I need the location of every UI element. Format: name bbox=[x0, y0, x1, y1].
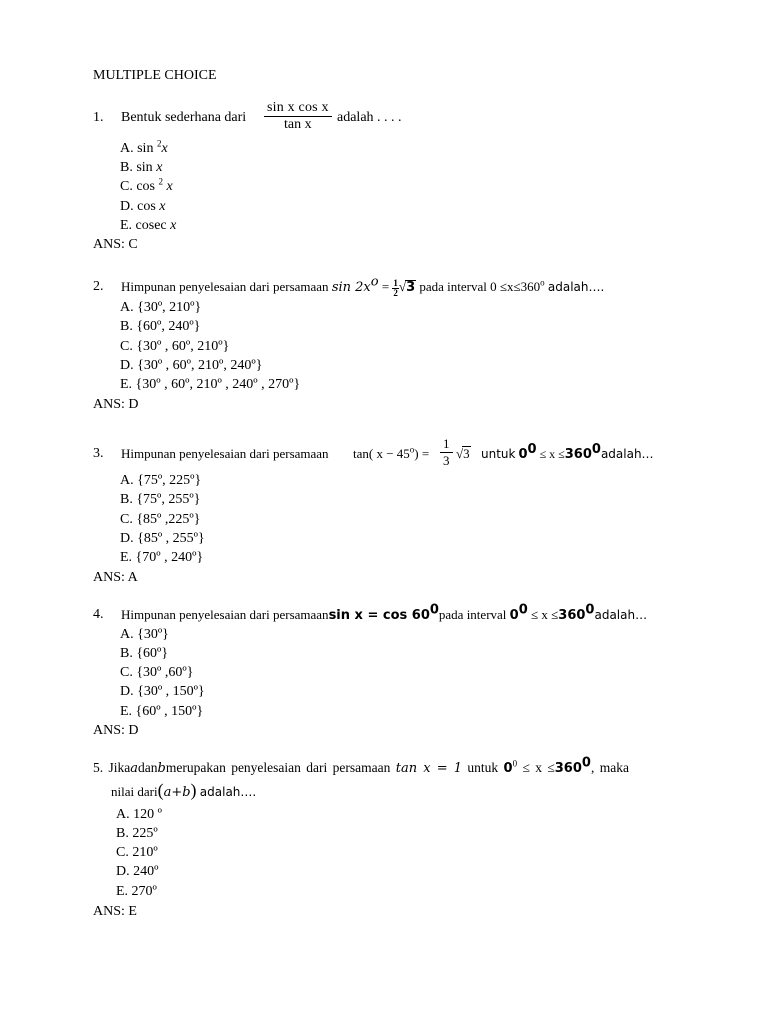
degree: o bbox=[370, 274, 379, 290]
expression: a+b bbox=[163, 785, 191, 800]
question-5-number: 5. bbox=[93, 760, 104, 775]
interval-range bbox=[500, 279, 545, 294]
range-start: 0 bbox=[509, 608, 519, 623]
paren-close: ) bbox=[190, 780, 197, 800]
option-c: C. {30º ,60º} bbox=[120, 665, 194, 680]
section-heading: MULTIPLE CHOICE bbox=[93, 68, 217, 83]
equation-right: ) = bbox=[414, 446, 430, 461]
option-d: D. 240º bbox=[116, 864, 159, 879]
question-1-suffix: adalah . . . . bbox=[337, 110, 402, 125]
degree: 0 bbox=[518, 602, 528, 618]
variable: x bbox=[156, 160, 163, 175]
question-4-number: 4. bbox=[93, 607, 104, 622]
degree: o bbox=[540, 277, 545, 288]
until-text: untuk bbox=[481, 447, 516, 461]
interval-text: pada interval 0 bbox=[419, 279, 497, 294]
paren-open: ( bbox=[157, 780, 164, 800]
sqrt-sign: √ bbox=[398, 279, 407, 294]
degree: 0 bbox=[429, 602, 439, 618]
option-label: C. cos bbox=[120, 179, 155, 194]
option-e: E. {30º , 60º, 210º , 240º , 270º} bbox=[120, 377, 301, 392]
option-label: A. sin bbox=[120, 141, 154, 156]
text: untuk bbox=[467, 760, 499, 775]
variable: x bbox=[170, 218, 177, 233]
question-5-line-1 bbox=[93, 755, 629, 778]
text: merupakan penyelesaian dari persamaan bbox=[165, 760, 391, 775]
fraction bbox=[264, 100, 332, 133]
variable: x bbox=[166, 179, 173, 194]
question-3-number: 3. bbox=[93, 446, 104, 461]
option-b: B. {75º, 255º} bbox=[120, 492, 201, 507]
option-d: D. {30º , 150º} bbox=[120, 684, 205, 699]
range-start: 0 bbox=[518, 447, 528, 462]
sqrt-sign: √ bbox=[456, 446, 464, 461]
question-4-text bbox=[121, 602, 648, 625]
fraction-denominator: 3 bbox=[443, 453, 450, 468]
sqrt-value: 3 bbox=[406, 280, 416, 295]
degree: o bbox=[409, 444, 415, 455]
question-1-number: 1. bbox=[93, 110, 104, 125]
option-d: D. {85º , 255º} bbox=[120, 531, 205, 546]
degree: 0 bbox=[585, 602, 595, 618]
question-4-suffix: adalah… bbox=[594, 608, 648, 622]
variable-b: b bbox=[157, 761, 166, 776]
question-5-line-2 bbox=[111, 781, 256, 802]
interval-text: pada interval bbox=[438, 607, 507, 622]
question-2-prompt: Himpunan penyelesaian dari persamaan bbox=[121, 279, 329, 294]
option-e: E. {70º , 240º} bbox=[120, 550, 204, 565]
range-end: 360 bbox=[564, 447, 592, 462]
option-d bbox=[120, 198, 166, 216]
option-e bbox=[120, 217, 176, 235]
question-2-text bbox=[121, 274, 605, 298]
question-2-number: 2. bbox=[93, 279, 104, 294]
answer-5: ANS: E bbox=[93, 904, 137, 919]
option-c: C. 210º bbox=[116, 845, 158, 860]
text: dan bbox=[138, 760, 158, 775]
option-label: E. cosec bbox=[120, 218, 167, 233]
answer-2: ANS: D bbox=[93, 397, 139, 412]
equation-sin: sin 2x bbox=[331, 280, 371, 295]
option-b: B. 225º bbox=[116, 826, 158, 841]
question-3-equation bbox=[353, 445, 429, 463]
option-e: E. 270º bbox=[116, 884, 157, 899]
question-3-fraction bbox=[440, 436, 453, 469]
question-3-range bbox=[481, 442, 654, 464]
equation: sin x = cos 60 bbox=[328, 608, 430, 623]
equals-sign: = bbox=[381, 279, 390, 294]
sqrt-value: 3 bbox=[463, 446, 470, 461]
answer-4: ANS: D bbox=[93, 723, 139, 738]
degree: 0 bbox=[591, 442, 601, 457]
option-a: A. {30º, 210º} bbox=[120, 300, 202, 315]
variable-a: a bbox=[130, 761, 139, 776]
answer-1: ANS: C bbox=[93, 237, 138, 252]
question-3-suffix: adalah… bbox=[600, 447, 654, 461]
fraction-numerator: 1 bbox=[440, 436, 453, 453]
option-a bbox=[120, 140, 168, 158]
question-3-prompt: Himpunan penyelesaian dari persamaan bbox=[121, 446, 329, 461]
question-2-suffix: adalah…. bbox=[547, 280, 605, 294]
text: , maka bbox=[590, 760, 629, 775]
text: Jika bbox=[108, 760, 131, 775]
degree: 0 bbox=[512, 758, 518, 769]
text: nilai dari bbox=[111, 784, 158, 799]
variable: x bbox=[161, 141, 168, 156]
option-c: C. {30º , 60º, 210º} bbox=[120, 339, 230, 354]
variable: x bbox=[159, 199, 166, 214]
fraction bbox=[440, 436, 453, 469]
interval-expr: ≤x≤360 bbox=[499, 279, 541, 294]
question-4-prompt: Himpunan penyelesaian dari persamaan bbox=[121, 607, 329, 622]
question-5-suffix: adalah…. bbox=[199, 785, 257, 799]
option-e: E. {60º , 150º} bbox=[120, 704, 204, 719]
range-operator: ≤ x ≤ bbox=[517, 760, 555, 775]
degree: 0 bbox=[527, 442, 537, 457]
superscript: 2 bbox=[156, 138, 162, 149]
answer-3: ANS: A bbox=[93, 570, 138, 585]
fraction-denominator: tan x bbox=[284, 117, 312, 132]
question-1-fraction bbox=[264, 100, 332, 133]
option-a: A. 120 º bbox=[116, 807, 162, 822]
option-b: B. {60º, 240º} bbox=[120, 319, 201, 334]
range-end: 360 bbox=[554, 761, 582, 776]
range-operator: ≤ x ≤ bbox=[536, 447, 565, 461]
option-b: B. {60º} bbox=[120, 646, 169, 661]
question-1-prompt: Bentuk sederhana dari bbox=[121, 110, 247, 125]
superscript: 2 bbox=[158, 176, 163, 187]
degree: 0 bbox=[581, 755, 591, 771]
question-3-sqrt bbox=[456, 445, 471, 463]
fraction-numerator: sin x cos x bbox=[264, 100, 332, 117]
equation: tan x = 1 bbox=[395, 761, 462, 776]
question-1-text bbox=[121, 109, 246, 127]
range-operator: ≤ x ≤ bbox=[527, 607, 559, 622]
fraction-numerator: 1 bbox=[393, 277, 398, 288]
option-label: B. sin bbox=[120, 160, 153, 175]
option-c: C. {85º ,225º} bbox=[120, 512, 201, 527]
option-a: A. {75º, 225º} bbox=[120, 473, 202, 488]
option-label: D. cos bbox=[120, 199, 156, 214]
option-b bbox=[120, 159, 162, 177]
range-end: 360 bbox=[558, 608, 586, 623]
fraction-denominator: 2 bbox=[393, 287, 398, 298]
option-a: A. {30º} bbox=[120, 627, 169, 642]
equation-left: tan( x − 45 bbox=[353, 446, 410, 461]
option-d: D. {30º , 60º, 210º, 240º} bbox=[120, 358, 263, 373]
range-start: 0 bbox=[503, 761, 513, 776]
option-c bbox=[120, 178, 173, 196]
